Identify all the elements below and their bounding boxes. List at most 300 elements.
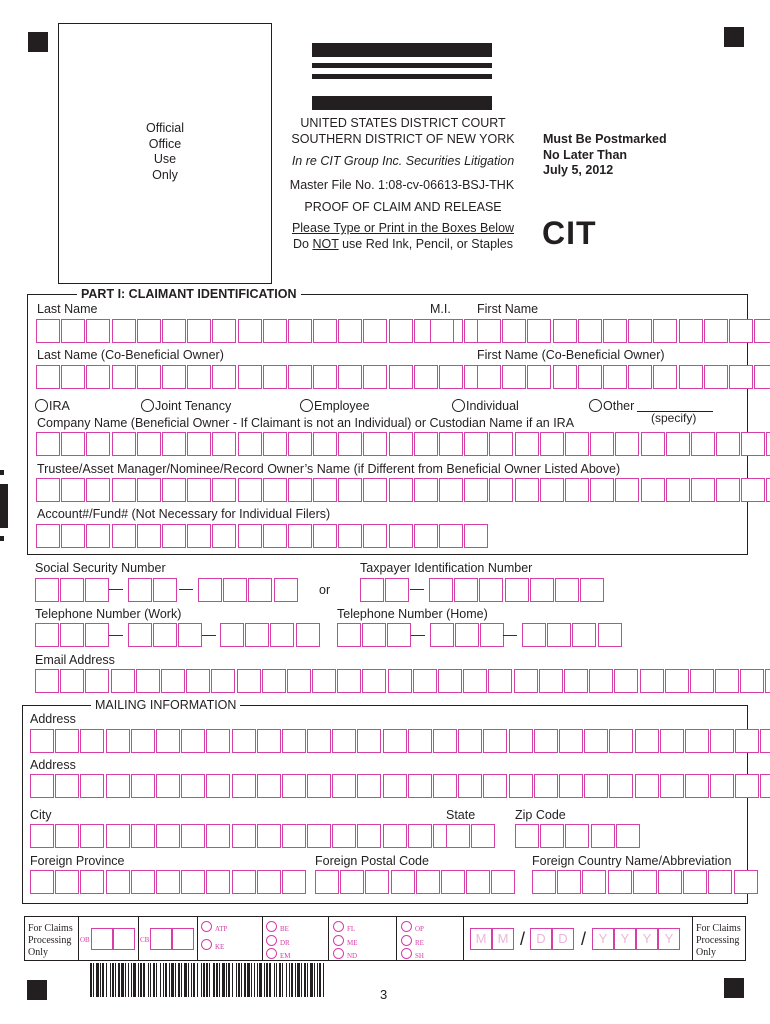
character-box[interactable] xyxy=(35,578,59,602)
character-box[interactable] xyxy=(589,669,613,693)
character-box[interactable] xyxy=(591,824,615,848)
character-box[interactable] xyxy=(36,432,60,456)
character-box[interactable] xyxy=(608,870,632,894)
character-box[interactable] xyxy=(734,870,758,894)
character-box[interactable] xyxy=(206,774,230,798)
character-box[interactable] xyxy=(257,824,281,848)
character-box[interactable] xyxy=(715,669,739,693)
character-box[interactable] xyxy=(660,774,684,798)
character-box[interactable] xyxy=(212,478,236,502)
character-box[interactable] xyxy=(683,870,707,894)
character-box[interactable] xyxy=(389,319,413,343)
character-box[interactable] xyxy=(584,774,608,798)
character-box[interactable] xyxy=(515,432,539,456)
character-box[interactable] xyxy=(212,432,236,456)
character-box[interactable] xyxy=(679,319,703,343)
character-box[interactable] xyxy=(690,669,714,693)
address1-boxes[interactable] xyxy=(30,729,770,753)
character-box[interactable] xyxy=(137,524,161,548)
character-box[interactable] xyxy=(534,729,558,753)
character-box[interactable] xyxy=(685,729,709,753)
character-box[interactable] xyxy=(438,669,462,693)
character-box[interactable] xyxy=(212,365,236,389)
character-box[interactable] xyxy=(389,524,413,548)
character-box[interactable] xyxy=(60,578,84,602)
character-box[interactable] xyxy=(187,432,211,456)
character-box[interactable] xyxy=(429,578,453,602)
character-box[interactable] xyxy=(483,774,507,798)
code-me[interactable]: ME xyxy=(333,935,358,949)
character-box[interactable] xyxy=(60,669,84,693)
character-box[interactable] xyxy=(479,578,503,602)
character-box[interactable] xyxy=(85,578,109,602)
character-box[interactable] xyxy=(363,365,387,389)
phone-home-area[interactable] xyxy=(337,623,413,647)
character-box[interactable] xyxy=(729,365,753,389)
character-box[interactable] xyxy=(211,669,235,693)
character-box[interactable] xyxy=(162,478,186,502)
character-box[interactable] xyxy=(35,623,59,647)
character-box[interactable] xyxy=(385,578,409,602)
phone-work-prefix[interactable] xyxy=(128,623,204,647)
character-box[interactable] xyxy=(439,365,463,389)
character-box[interactable] xyxy=(603,319,627,343)
code-em[interactable]: EM xyxy=(266,948,291,962)
character-box[interactable] xyxy=(112,365,136,389)
character-box[interactable] xyxy=(220,623,244,647)
code-sh[interactable]: SH xyxy=(401,948,424,962)
character-box[interactable] xyxy=(439,478,463,502)
code-ke[interactable]: KE xyxy=(201,939,227,953)
foreign-postal-boxes[interactable] xyxy=(315,870,517,894)
character-box[interactable] xyxy=(710,729,734,753)
last-name-co-boxes[interactable] xyxy=(36,365,489,389)
code-be[interactable]: BE xyxy=(266,921,291,935)
character-box[interactable] xyxy=(553,319,577,343)
character-box[interactable] xyxy=(263,432,287,456)
character-box[interactable] xyxy=(430,623,454,647)
character-box[interactable] xyxy=(391,870,415,894)
character-box[interactable] xyxy=(362,669,386,693)
character-box[interactable] xyxy=(80,824,104,848)
character-box[interactable] xyxy=(527,365,551,389)
character-box[interactable] xyxy=(383,824,407,848)
character-box[interactable] xyxy=(36,319,60,343)
character-box[interactable] xyxy=(754,319,770,343)
character-box[interactable] xyxy=(181,729,205,753)
character-box[interactable] xyxy=(35,669,59,693)
cb-box[interactable] xyxy=(172,928,194,950)
character-box[interactable] xyxy=(603,365,627,389)
character-box[interactable] xyxy=(238,524,262,548)
character-box[interactable] xyxy=(312,669,336,693)
character-box[interactable] xyxy=(357,824,381,848)
character-box[interactable] xyxy=(704,365,728,389)
tin-boxes-group2[interactable] xyxy=(429,578,605,602)
character-box[interactable] xyxy=(270,623,294,647)
account-boxes[interactable] xyxy=(36,524,489,548)
character-box[interactable] xyxy=(178,623,202,647)
character-box[interactable] xyxy=(666,478,690,502)
character-box[interactable] xyxy=(307,824,331,848)
character-box[interactable] xyxy=(590,478,614,502)
character-box[interactable] xyxy=(332,774,356,798)
character-box[interactable] xyxy=(263,365,287,389)
character-box[interactable] xyxy=(658,870,682,894)
character-box[interactable] xyxy=(337,669,361,693)
character-box[interactable] xyxy=(212,319,236,343)
character-box[interactable] xyxy=(128,623,152,647)
character-box[interactable] xyxy=(86,524,110,548)
character-box[interactable] xyxy=(238,478,262,502)
character-box[interactable] xyxy=(735,774,759,798)
character-box[interactable] xyxy=(282,774,306,798)
character-box[interactable] xyxy=(735,729,759,753)
date-box[interactable]: Y xyxy=(658,928,680,950)
character-box[interactable] xyxy=(363,319,387,343)
character-box[interactable] xyxy=(754,365,770,389)
phone-home-line[interactable] xyxy=(522,623,623,647)
character-box[interactable] xyxy=(288,478,312,502)
ssn-boxes-group3[interactable] xyxy=(198,578,299,602)
character-box[interactable] xyxy=(156,774,180,798)
phone-work-line[interactable] xyxy=(220,623,321,647)
character-box[interactable] xyxy=(131,824,155,848)
character-box[interactable] xyxy=(162,524,186,548)
character-box[interactable] xyxy=(106,824,130,848)
character-box[interactable] xyxy=(408,774,432,798)
option-individual[interactable]: Individual xyxy=(452,399,519,413)
character-box[interactable] xyxy=(61,432,85,456)
ob-box[interactable] xyxy=(91,928,113,950)
character-box[interactable] xyxy=(86,365,110,389)
character-box[interactable] xyxy=(30,870,54,894)
code-atp[interactable]: ATP xyxy=(201,921,227,935)
ob-box[interactable] xyxy=(113,928,135,950)
character-box[interactable] xyxy=(408,729,432,753)
character-box[interactable] xyxy=(30,824,54,848)
date-box[interactable]: M xyxy=(470,928,492,950)
character-box[interactable] xyxy=(609,774,633,798)
character-box[interactable] xyxy=(80,774,104,798)
character-box[interactable] xyxy=(332,729,356,753)
character-box[interactable] xyxy=(338,524,362,548)
cb-box[interactable] xyxy=(150,928,172,950)
character-box[interactable] xyxy=(640,669,664,693)
character-box[interactable] xyxy=(362,623,386,647)
character-box[interactable] xyxy=(760,774,770,798)
character-box[interactable] xyxy=(162,432,186,456)
character-box[interactable] xyxy=(36,524,60,548)
character-box[interactable] xyxy=(237,669,261,693)
character-box[interactable] xyxy=(464,432,488,456)
character-box[interactable] xyxy=(36,478,60,502)
character-box[interactable] xyxy=(30,774,54,798)
address2-boxes[interactable] xyxy=(30,774,770,798)
character-box[interactable] xyxy=(389,365,413,389)
character-box[interactable] xyxy=(307,774,331,798)
date-box[interactable]: Y xyxy=(592,928,614,950)
option-other[interactable]: Other xyxy=(589,399,634,413)
character-box[interactable] xyxy=(136,669,160,693)
character-box[interactable] xyxy=(85,669,109,693)
character-box[interactable] xyxy=(61,524,85,548)
character-box[interactable] xyxy=(389,478,413,502)
character-box[interactable] xyxy=(540,478,564,502)
date-box[interactable]: D xyxy=(530,928,552,950)
character-box[interactable] xyxy=(198,578,222,602)
character-box[interactable] xyxy=(660,729,684,753)
character-box[interactable] xyxy=(60,623,84,647)
character-box[interactable] xyxy=(584,729,608,753)
character-box[interactable] xyxy=(565,432,589,456)
character-box[interactable] xyxy=(710,774,734,798)
character-box[interactable] xyxy=(206,870,230,894)
character-box[interactable] xyxy=(741,478,765,502)
character-box[interactable] xyxy=(691,478,715,502)
character-box[interactable] xyxy=(446,824,470,848)
character-box[interactable] xyxy=(137,478,161,502)
character-box[interactable] xyxy=(313,432,337,456)
character-box[interactable] xyxy=(765,669,770,693)
character-box[interactable] xyxy=(628,319,652,343)
code-op[interactable]: OP xyxy=(401,921,424,935)
character-box[interactable] xyxy=(282,870,306,894)
character-box[interactable] xyxy=(414,478,438,502)
character-box[interactable] xyxy=(464,478,488,502)
character-box[interactable] xyxy=(615,432,639,456)
character-box[interactable] xyxy=(313,319,337,343)
character-box[interactable] xyxy=(257,870,281,894)
character-box[interactable] xyxy=(257,774,281,798)
character-box[interactable] xyxy=(288,365,312,389)
character-box[interactable] xyxy=(131,729,155,753)
character-box[interactable] xyxy=(534,774,558,798)
character-box[interactable] xyxy=(238,432,262,456)
character-box[interactable] xyxy=(463,669,487,693)
character-box[interactable] xyxy=(580,578,604,602)
character-box[interactable] xyxy=(288,524,312,548)
ssn-boxes-group1[interactable] xyxy=(35,578,111,602)
character-box[interactable] xyxy=(489,432,513,456)
character-box[interactable] xyxy=(458,774,482,798)
character-box[interactable] xyxy=(137,365,161,389)
character-box[interactable] xyxy=(223,578,247,602)
character-box[interactable] xyxy=(685,774,709,798)
date-box[interactable]: M xyxy=(492,928,514,950)
character-box[interactable] xyxy=(287,669,311,693)
character-box[interactable] xyxy=(106,774,130,798)
character-box[interactable] xyxy=(363,432,387,456)
character-box[interactable] xyxy=(106,729,130,753)
character-box[interactable] xyxy=(131,774,155,798)
character-box[interactable] xyxy=(387,623,411,647)
character-box[interactable] xyxy=(578,365,602,389)
character-box[interactable] xyxy=(477,319,501,343)
character-box[interactable] xyxy=(582,870,606,894)
character-box[interactable] xyxy=(263,524,287,548)
character-box[interactable] xyxy=(464,524,488,548)
character-box[interactable] xyxy=(162,365,186,389)
last-name-boxes[interactable] xyxy=(36,319,489,343)
character-box[interactable] xyxy=(509,729,533,753)
character-box[interactable] xyxy=(357,774,381,798)
character-box[interactable] xyxy=(439,524,463,548)
character-box[interactable] xyxy=(187,524,211,548)
character-box[interactable] xyxy=(186,669,210,693)
character-box[interactable] xyxy=(565,478,589,502)
character-box[interactable] xyxy=(578,319,602,343)
character-box[interactable] xyxy=(514,669,538,693)
character-box[interactable] xyxy=(315,870,339,894)
character-box[interactable] xyxy=(161,669,185,693)
character-box[interactable] xyxy=(614,669,638,693)
character-box[interactable] xyxy=(85,623,109,647)
character-box[interactable] xyxy=(559,774,583,798)
character-box[interactable] xyxy=(716,478,740,502)
character-box[interactable] xyxy=(488,669,512,693)
city-boxes[interactable] xyxy=(30,824,458,848)
character-box[interactable] xyxy=(232,774,256,798)
character-box[interactable] xyxy=(338,319,362,343)
character-box[interactable] xyxy=(760,729,770,753)
character-box[interactable] xyxy=(263,478,287,502)
option-employee[interactable]: Employee xyxy=(300,399,370,413)
character-box[interactable] xyxy=(433,729,457,753)
character-box[interactable] xyxy=(455,623,479,647)
option-joint-tenancy[interactable]: Joint Tenancy xyxy=(141,399,231,413)
character-box[interactable] xyxy=(360,578,384,602)
code-nd[interactable]: ND xyxy=(333,948,358,962)
phone-work-area[interactable] xyxy=(35,623,111,647)
foreign-province-boxes[interactable] xyxy=(30,870,307,894)
character-box[interactable] xyxy=(181,774,205,798)
character-box[interactable] xyxy=(55,824,79,848)
character-box[interactable] xyxy=(338,365,362,389)
character-box[interactable] xyxy=(547,623,571,647)
character-box[interactable] xyxy=(540,824,564,848)
character-box[interactable] xyxy=(112,478,136,502)
character-box[interactable] xyxy=(515,824,539,848)
character-box[interactable] xyxy=(628,365,652,389)
character-box[interactable] xyxy=(471,824,495,848)
character-box[interactable] xyxy=(466,870,490,894)
character-box[interactable] xyxy=(439,432,463,456)
character-box[interactable] xyxy=(565,824,589,848)
character-box[interactable] xyxy=(555,578,579,602)
character-box[interactable] xyxy=(232,824,256,848)
character-box[interactable] xyxy=(181,870,205,894)
character-box[interactable] xyxy=(509,774,533,798)
character-box[interactable] xyxy=(137,432,161,456)
character-box[interactable] xyxy=(55,870,79,894)
character-box[interactable] xyxy=(729,319,753,343)
character-box[interactable] xyxy=(162,319,186,343)
character-box[interactable] xyxy=(615,478,639,502)
character-box[interactable] xyxy=(691,432,715,456)
character-box[interactable] xyxy=(590,432,614,456)
character-box[interactable] xyxy=(766,478,770,502)
character-box[interactable] xyxy=(61,478,85,502)
character-box[interactable] xyxy=(539,669,563,693)
character-box[interactable] xyxy=(212,524,236,548)
character-box[interactable] xyxy=(635,729,659,753)
character-box[interactable] xyxy=(477,365,501,389)
character-box[interactable] xyxy=(338,478,362,502)
first-name-boxes[interactable] xyxy=(477,319,770,343)
character-box[interactable] xyxy=(338,432,362,456)
character-box[interactable] xyxy=(441,870,465,894)
character-box[interactable] xyxy=(248,578,272,602)
character-box[interactable] xyxy=(288,319,312,343)
first-name-co-boxes[interactable] xyxy=(477,365,770,389)
character-box[interactable] xyxy=(187,319,211,343)
character-box[interactable] xyxy=(238,365,262,389)
character-box[interactable] xyxy=(454,578,478,602)
character-box[interactable] xyxy=(181,824,205,848)
trustee-boxes[interactable] xyxy=(36,478,770,502)
character-box[interactable] xyxy=(288,432,312,456)
code-fl[interactable]: FL xyxy=(333,921,358,935)
character-box[interactable] xyxy=(766,432,770,456)
character-box[interactable] xyxy=(365,870,389,894)
character-box[interactable] xyxy=(313,524,337,548)
character-box[interactable] xyxy=(86,319,110,343)
character-box[interactable] xyxy=(414,365,438,389)
character-box[interactable] xyxy=(389,432,413,456)
character-box[interactable] xyxy=(413,669,437,693)
character-box[interactable] xyxy=(156,729,180,753)
character-box[interactable] xyxy=(112,319,136,343)
character-box[interactable] xyxy=(112,432,136,456)
character-box[interactable] xyxy=(564,669,588,693)
character-box[interactable] xyxy=(245,623,269,647)
mi-box[interactable] xyxy=(430,319,455,343)
character-box[interactable] xyxy=(480,623,504,647)
character-box[interactable] xyxy=(340,870,364,894)
character-box[interactable] xyxy=(383,774,407,798)
character-box[interactable] xyxy=(665,669,689,693)
character-box[interactable] xyxy=(307,729,331,753)
character-box[interactable] xyxy=(532,870,556,894)
character-box[interactable] xyxy=(282,729,306,753)
character-box[interactable] xyxy=(206,729,230,753)
character-box[interactable] xyxy=(408,824,432,848)
character-box[interactable] xyxy=(522,623,546,647)
character-box[interactable] xyxy=(598,623,622,647)
character-box[interactable] xyxy=(332,824,356,848)
character-box[interactable] xyxy=(86,432,110,456)
character-box[interactable] xyxy=(61,319,85,343)
character-box[interactable] xyxy=(530,578,554,602)
character-box[interactable] xyxy=(641,478,665,502)
character-box[interactable] xyxy=(55,774,79,798)
character-box[interactable] xyxy=(708,870,732,894)
character-box[interactable] xyxy=(416,870,440,894)
processing-date[interactable] xyxy=(470,928,688,950)
character-box[interactable] xyxy=(357,729,381,753)
character-box[interactable] xyxy=(489,478,513,502)
character-box[interactable] xyxy=(30,729,54,753)
character-box[interactable] xyxy=(153,578,177,602)
character-box[interactable] xyxy=(36,365,60,389)
phone-home-prefix[interactable] xyxy=(430,623,506,647)
character-box[interactable] xyxy=(55,729,79,753)
character-box[interactable] xyxy=(414,524,438,548)
character-box[interactable] xyxy=(741,432,765,456)
code-dr[interactable]: DR xyxy=(266,935,291,949)
character-box[interactable] xyxy=(704,319,728,343)
